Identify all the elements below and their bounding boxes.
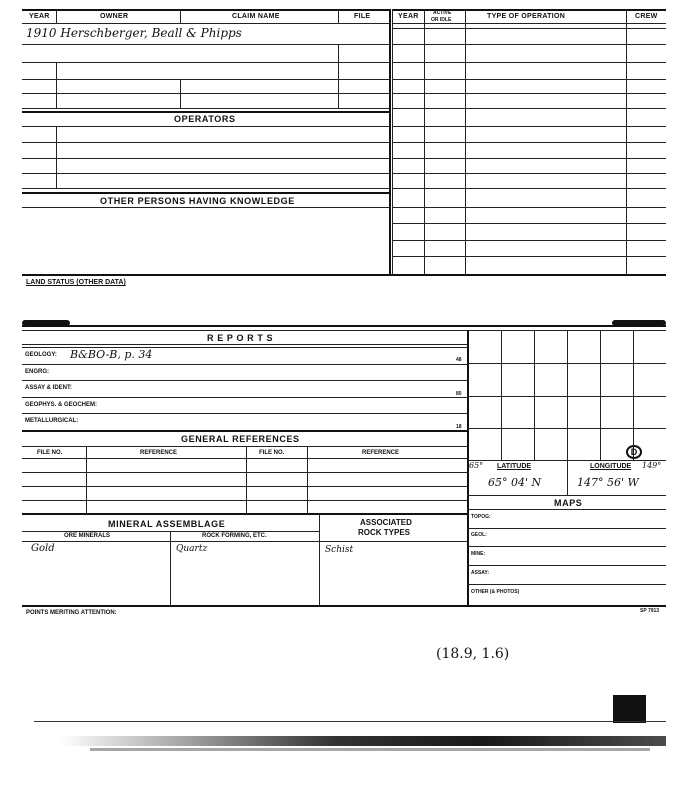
maps-other: OTHER (& PHOTOS) bbox=[471, 589, 520, 595]
general-references-title: GENERAL REFERENCES bbox=[181, 434, 300, 444]
other-persons-title: OTHER PERSONS HAVING KNOWLEDGE bbox=[100, 196, 295, 206]
mineral-assemblage-title: MINERAL ASSEMBLAGE bbox=[108, 519, 226, 529]
genref-file-no-2: FILE NO. bbox=[259, 450, 285, 456]
ops-header-crew: CREW bbox=[635, 13, 658, 20]
report-geophys-label: GEOPHYS. & GEOCHEM: bbox=[25, 402, 98, 408]
ore-minerals-label: ORE MINERALS bbox=[64, 533, 111, 539]
coords-note: (18.9, 1.6) bbox=[436, 646, 510, 662]
assoc-value: Schist bbox=[325, 545, 354, 555]
report-geology-code: 48 bbox=[456, 357, 462, 363]
header-claim-name: CLAIM NAME bbox=[232, 13, 280, 20]
maps-mine: MINE: bbox=[471, 551, 486, 557]
circled-marker-text: D bbox=[630, 447, 638, 457]
ops-header-idle: OR IDLE bbox=[431, 17, 452, 23]
ops-header-type: TYPE OF OPERATION bbox=[487, 13, 566, 20]
latitude-prefix: 65° bbox=[469, 461, 484, 470]
longitude-prefix: 149° bbox=[642, 461, 662, 470]
report-metallurgical-label: METALLURGICAL: bbox=[25, 418, 79, 424]
ops-header-active: ACTIVE bbox=[433, 10, 452, 16]
genref-file-no-1: FILE NO. bbox=[37, 450, 63, 456]
maps-title: MAPS bbox=[554, 498, 583, 508]
maps-geol: GEOL: bbox=[471, 532, 487, 538]
rock-value: Quartz bbox=[176, 544, 208, 554]
ops-header-year: YEAR bbox=[398, 13, 419, 20]
land-status-label: LAND STATUS (OTHER DATA) bbox=[26, 279, 126, 286]
form-number: SP 7913 bbox=[640, 608, 660, 614]
genref-reference-2: REFERENCE bbox=[362, 450, 400, 456]
longitude-label: LONGITUDE bbox=[590, 463, 632, 470]
genref-reference-1: REFERENCE bbox=[140, 450, 178, 456]
report-geology-value: B&BO-B, p. 34 bbox=[70, 348, 153, 361]
report-geology-label: GEOLOGY: bbox=[25, 352, 57, 358]
claim-entry: 1910 Herschberger, Beall & Phipps bbox=[26, 26, 242, 40]
circled-marker bbox=[626, 445, 642, 459]
rock-types-label: ROCK TYPES bbox=[358, 528, 411, 537]
reports-title: R E P O R T S bbox=[207, 333, 274, 343]
latitude-value: 65° 04' N bbox=[488, 476, 542, 489]
operators-title: OPERATORS bbox=[174, 114, 236, 124]
header-year: YEAR bbox=[29, 13, 50, 20]
latitude-label: LATITUDE bbox=[497, 463, 532, 470]
report-engrg-label: ENGRG: bbox=[25, 369, 49, 375]
maps-assay: ASSAY: bbox=[471, 570, 490, 576]
rock-forming-label: ROCK FORMING, ETC. bbox=[202, 533, 267, 539]
longitude-value: 147° 56' W bbox=[577, 476, 639, 489]
header-file: FILE bbox=[354, 13, 371, 20]
associated-label: ASSOCIATED bbox=[360, 518, 412, 527]
report-assay-code: 80 bbox=[456, 391, 462, 397]
report-assay-label: ASSAY & IDENT: bbox=[25, 385, 73, 391]
points-meriting-attention: POINTS MERITING ATTENTION: bbox=[26, 610, 117, 616]
report-metallurgical-code: 18 bbox=[456, 424, 462, 430]
ore-value: Gold bbox=[31, 543, 55, 554]
header-owner: OWNER bbox=[100, 13, 129, 20]
maps-topog: TOPOG: bbox=[471, 514, 491, 520]
